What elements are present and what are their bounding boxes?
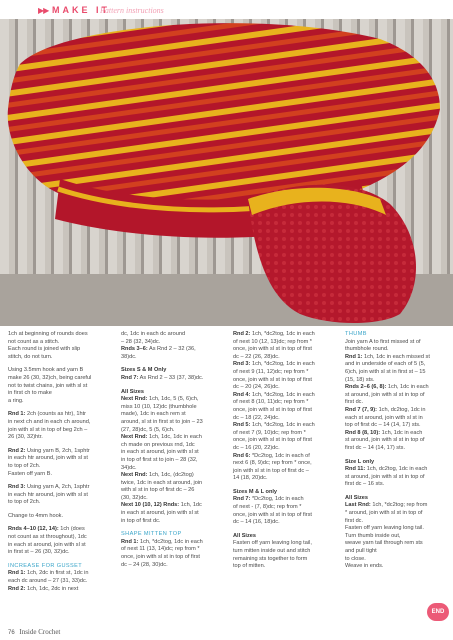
paragraph: Rnd 2: 1ch, 1dc, 2dc in next xyxy=(8,585,79,592)
paragraph: Rnd 1: 1ch, *dc2tog, 1dc in each of next 11 (13, 14)dc; rep from * once, join with sl st in top of first dc – 24 (28, 30)dc. xyxy=(121,538,203,568)
paragraph: All Sizes xyxy=(233,532,257,539)
magazine-name: Inside Crochet xyxy=(19,628,61,636)
paragraph: Rnds 4–10 (12, 14): 1ch (does not count as st throughout), 1dc in each st around, join with sl st in first st – 26 (30, 32)dc. xyxy=(8,526,87,556)
paragraph: Rnd 1: 1ch, 1dc in each missed st and in underside of each of 5 (5, 6)ch, join with sl st in first st – 15 (15, 18) sts. xyxy=(345,353,430,383)
paragraph: Join yarn A to first missed st of thumbhole round. xyxy=(345,338,421,353)
paragraph: Change to 4mm hook. xyxy=(8,512,64,519)
paragraph: Rnd 1: 2ch (counts as htr), 1htr in next ch and in each ch around, join with sl st in top of beg 2ch – 26 (30, 32)htr. xyxy=(8,411,91,441)
paragraph: Next Rnd: 1ch, 1dc, (dc2tog) twice, 1dc in each st around, join with sl st in top of first dc – 26 (30, 32)dc. xyxy=(121,472,203,501)
paragraph: Rnd 1: 1ch, 2dc in first st, 1dc in each dc around – 27 (31, 33)dc. xyxy=(8,570,89,585)
paragraph: Rnd 3: 1ch, *dc2tog, 1dc in each of next 9 (11, 12)dc; rep from * once, join with sl st in top of first dc – 20 (24, 26)dc. xyxy=(233,361,315,391)
end-badge: END xyxy=(427,603,449,621)
paragraph: dc, 1dc in each dc around – 28 (32, 34)dc. xyxy=(121,331,186,345)
double-arrow-icon: ▶▶ xyxy=(38,6,49,15)
paragraph: Using 3.5mm hook and yarn B make 26 (30, 32)ch, being careful not to twist chains, join with sl st in first ch to make a ring. xyxy=(8,367,92,404)
paragraph: Rnd 5: 1ch, *dc2tog, 1dc in each of next 7 (9, 10)dc; rep from * once, join with sl st in top of first dc – 16 (20, 22)dc. xyxy=(233,422,315,451)
section-subtitle: Pattern instructions xyxy=(100,6,164,15)
paragraph: Rnd 11: 1ch, dc2tog, 1dc in each st around, join with sl st in top of first dc – 16 sts. xyxy=(345,466,428,488)
instructions-column-2 xyxy=(121,331,225,575)
paragraph: Next 10 (10, 12) Rnds: 1ch, 1dc in each st around, join with sl st in top of first dc. xyxy=(121,502,202,524)
page-footer xyxy=(8,628,60,636)
paragraph: Next Rnd: 1ch, 1dc, 1dc in each ch made on previous rnd, 1dc in each st around, join with sl st in top of first st to join – 28 (32, 34)dc. xyxy=(121,434,202,471)
paragraph: Sizes S & M Only xyxy=(121,367,167,374)
hat-and-mittens-photo xyxy=(0,19,453,326)
paragraph: Sizes M & L only xyxy=(233,488,278,495)
paragraph: Rnd 7: *Dc2tog, 1dc in each of next - (7, 8)dc; rep from * once, join with sl st in top of first dc – 14 (16, 18)dc. xyxy=(233,496,312,526)
paragraph: Rnd 6: *Dc2tog, 1dc in each of next 6 (8, 9)dc; rep from * once, join with sl st in top of first dc – 14 (18, 20)dc. xyxy=(233,452,312,482)
paragraph: Rnd 3: Using yarn A, 2ch, 1sphtr in each htr around, join with sl st to top of 2ch. xyxy=(8,484,90,506)
paragraph: Rnd 8 (8, 10): 1ch, 1dc in each st around, join with sl st in top of first dc – 14 (14, 17) sts. xyxy=(345,429,425,451)
paragraph: Size L only xyxy=(345,458,375,465)
section-heading: THUMB xyxy=(345,331,367,337)
paragraph: Rnd 2: Using yarn B, 2ch, 1sphtr in each htr around, join with sl st to top of 2ch. Fasten off yarn B. xyxy=(8,447,90,477)
paragraph: All Sizes xyxy=(121,388,145,395)
paragraph: Rnd 2: 1ch, *dc2tog, 1dc in each of next 10 (12, 13)dc; rep from * once, join with sl st in top of first dc – 22 (26, 28)dc. xyxy=(233,331,315,360)
page-header xyxy=(0,0,453,20)
instructions-column-3 xyxy=(233,331,337,577)
section-heading: SHAPE MITTEN TOP xyxy=(121,531,182,538)
paragraph: Last Rnd: 1ch, *dc2tog; rep from * around, join with sl st in top of first dc. Fasten off yarn leaving long tail. Turn thumb inside out, weave yarn tail through rem sts and pull tight to close. Weave in ends. xyxy=(345,502,428,570)
paragraph: Rnds 2–6 (6, 8): 1ch, 1dc in each st around, join with sl st in top of first dc. xyxy=(345,384,429,406)
paragraph: Next Rnd: 1ch, 1dc, 5 (5, 6)ch, miss 10 (10, 12)dc (thumbhole made), 1dc in each rem st around, sl st in first st to join – 23 (27, 28)dc, 5 (5, 6)ch. xyxy=(121,396,203,433)
paragraph: Rnd 7: As Rnd 2 – 33 (37, 38)dc. xyxy=(121,374,204,381)
paragraph: Rnd 7 (7, 9): 1ch, dc2tog, 1dc in each st around, join with sl st in top of first dc – 14 (14, 17) sts. xyxy=(345,406,426,429)
paragraph: All Sizes xyxy=(345,494,369,501)
instructions-column-4 xyxy=(345,331,449,577)
section-heading: INCREASE FOR GUSSET xyxy=(8,562,83,569)
instructions-column-1 xyxy=(8,331,112,599)
paragraph: Rnds 3–6: As Rnd 2 – 32 (36, 38)dc. xyxy=(121,346,196,360)
paragraph: 1ch at beginning of rounds does not count as a stitch. Each round is joined with slip stitch, do not turn. xyxy=(8,331,88,360)
section-title: MAKE IT xyxy=(52,5,110,15)
page-number: 76 xyxy=(8,630,15,636)
paragraph: Fasten off yarn leaving long tail, turn mitten inside out and stitch remaining sts together to form top of mitten. xyxy=(233,540,312,570)
paragraph: Rnd 4: 1ch, *dc2tog, 1dc in each of next 8 (10, 11)dc; rep from * once, join with sl st in top of first dc – 18 (22, 24)dc. xyxy=(233,391,315,421)
crochet-photo-illustration xyxy=(0,19,453,326)
